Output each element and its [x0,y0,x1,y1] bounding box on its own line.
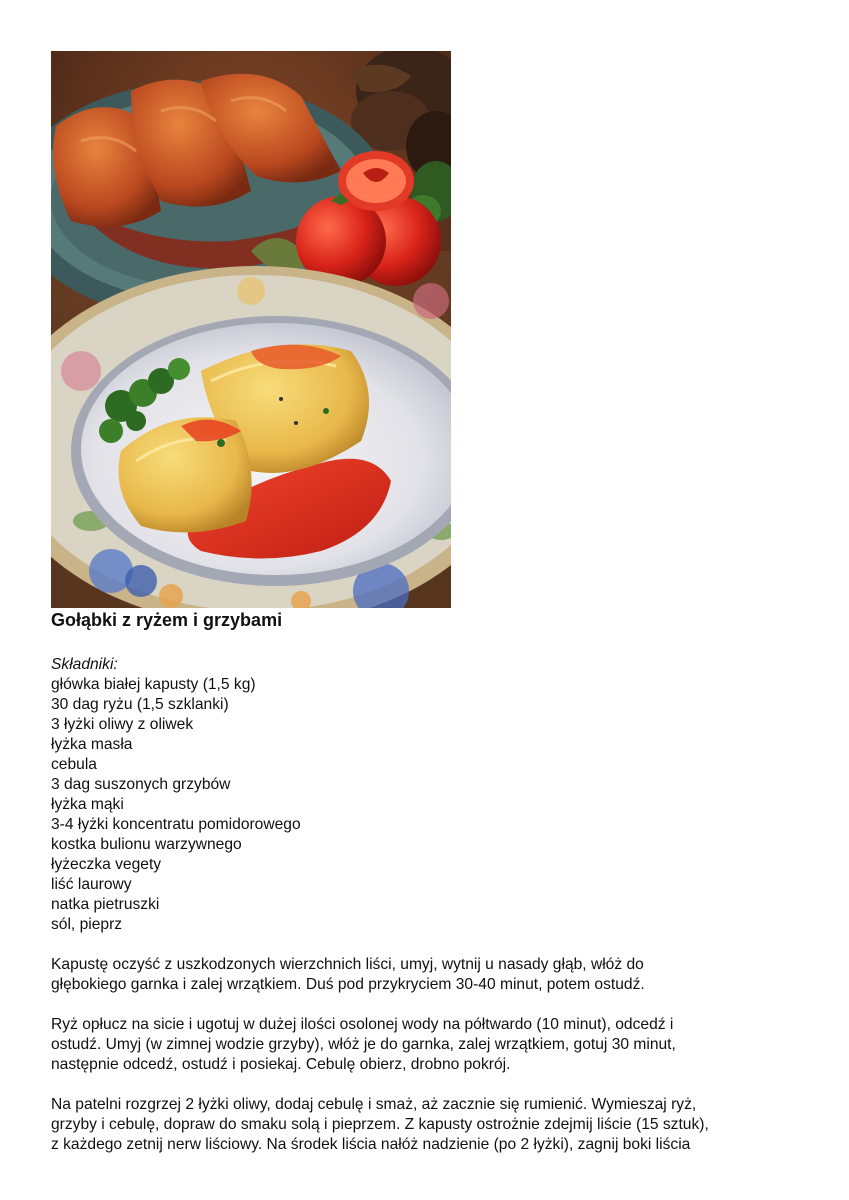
step-paragraph [51,1015,791,1075]
step-line: Kapustę oczyść z uszkodzonych wierzchnich liści, umyj, wytnij u nasady głąb, włóż do [51,956,644,973]
ingredient-item: 3 dag suszonych grzybów [51,776,231,793]
recipe-body [51,655,791,1155]
ingredient-item: łyżeczka vegety [51,856,162,873]
ingredient-item: sól, pieprz [51,916,123,933]
ingredient-item: cebula [51,756,97,773]
step-paragraph [51,1095,791,1155]
step-line: Na patelni rozgrzej 2 łyżki oliwy, dodaj cebulę i smaż, aż zacznie się rumienić. Wymieszaj ryż, [51,1096,697,1113]
ingredient-item: 3-4 łyżki koncentratu pomidorowego [51,816,301,833]
step-line: grzyby i cebulę, dopraw do smaku solą i pieprzem. Z kapusty ostrożnie zdejmij liście (15 sztuk), [51,1116,709,1133]
ingredient-item: łyżka mąki [51,796,124,813]
ingredient-item: liść laurowy [51,876,132,893]
step-line: z każdego zetnij nerw liściowy. Na środek liścia nałóż nadzienie (po 2 łyżki), zagnij boki liścia [51,1136,691,1153]
ingredient-item: 30 dag ryżu (1,5 szklanki) [51,696,229,713]
ingredients-list [51,675,791,935]
ingredient-item: natka pietruszki [51,896,160,913]
recipe-title: Gołąbki z ryżem i grzybami [51,610,283,630]
step-line: następnie odcedź, ostudź i posiekaj. Cebulę obierz, drobno pokrój. [51,1056,511,1073]
ingredient-item: główka białej kapusty (1,5 kg) [51,676,256,693]
ingredient-item: łyżka masła [51,736,133,753]
recipe-photo [51,51,451,608]
preparation-steps [51,955,791,1155]
step-line: ostudź. Umyj (w zimnej wodzie grzyby), włóż je do garnka, zalej wrzątkiem, gotuj 30 minut, [51,1036,676,1053]
step-line: głębokiego garnka i zalej wrzątkiem. Duś pod przykryciem 30-40 minut, potem ostudź. [51,976,645,993]
step-line: Ryż opłucz na sicie i ugotuj w dużej ilości osolonej wody na półtwardo (10 minut), odcedź i [51,1016,674,1033]
step-paragraph [51,955,791,995]
ingredients-heading: Składniki: [51,656,118,673]
ingredient-item: kostka bulionu warzywnego [51,836,242,853]
ingredient-item: 3 łyżki oliwy z oliwek [51,716,194,733]
